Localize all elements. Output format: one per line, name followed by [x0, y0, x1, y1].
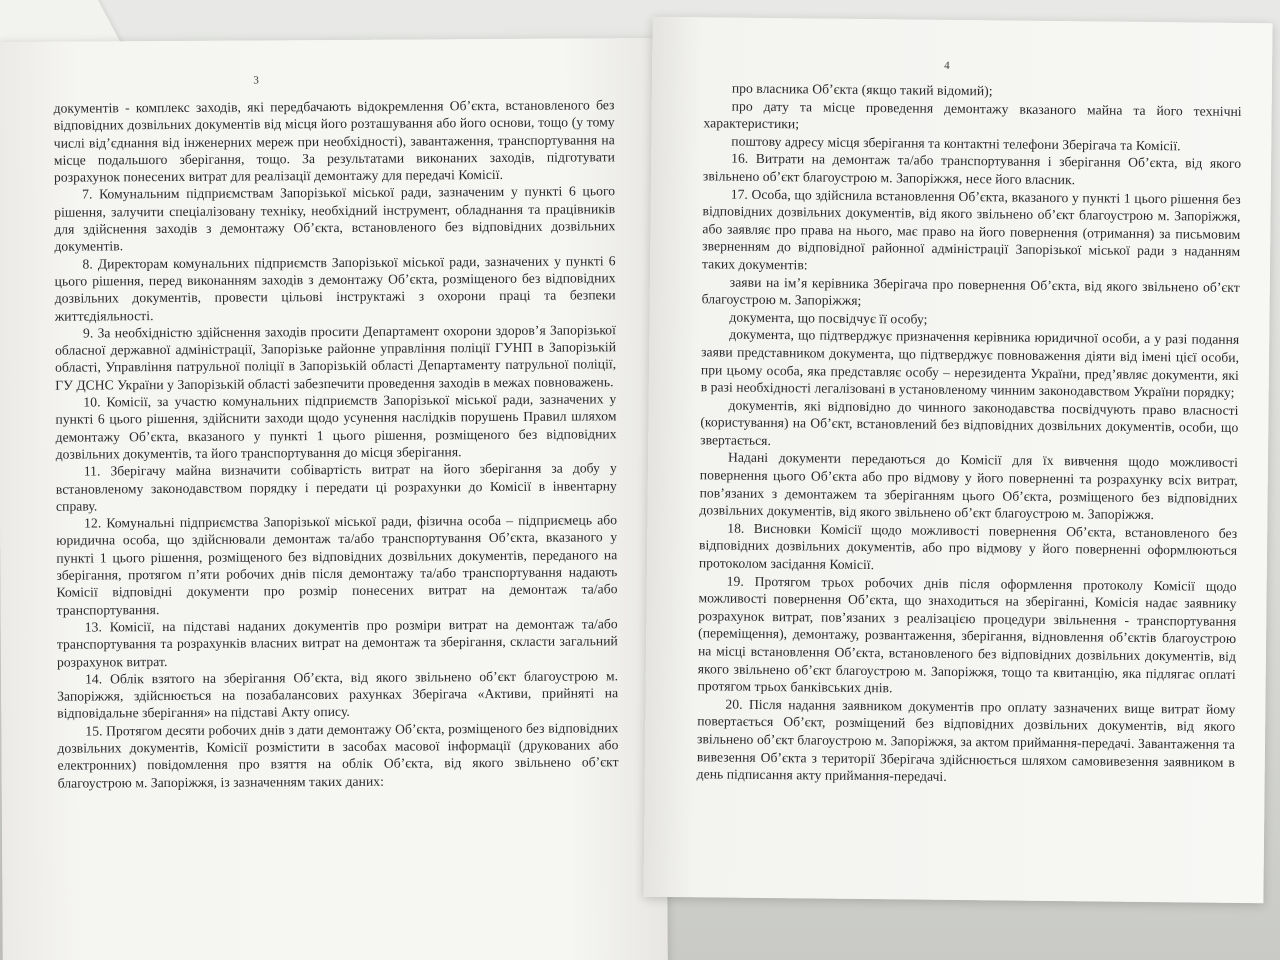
paragraph: 20. Після надання заявником документів про оплату зазначених вище витрат йому повертається Об’єкт, розміщений без відповідних дозвільних документів, від якого звільнено об’єкт благоустрою м. Запоріжжя, за актом приймання-передачі. Завантаження та вивезення Об’єкта з території Зберігача здійснюється шляхом самовивезення заявником в день підписання акту приймання-передачі. — [696, 696, 1236, 785]
paragraph: про дату та місце проведення демонтажу вказаного майна та його технічні характеристики; — [703, 98, 1242, 132]
paragraph: про власника Об’єкта (якщо такий відомий); — [731, 80, 993, 99]
paragraph: 7. Комунальним підприємствам Запорізької міської ради, зазначеним у пункті 6 цього рішення, залучити спеціалізовану техніку, необхідний інструмент, обладнання та працівників для здійснення заходів з демонтажу Об’єкта, встановленого без відповідних дозвільних документів. — [54, 183, 616, 255]
paragraph: 11. Зберігачу майна визначити собівартість витрат на його зберігання за добу у встановленому законодавством порядку і передати ці розрахунки до Комісії в інвентарну справу. — [55, 460, 617, 514]
paragraph: 19. Протягом трьох робочих днів після оформлення протоколу Комісії щодо можливості повернення Об’єкта, що знаходиться на зберіганні, Комісія надає заявнику розрахунок витрат, пов’язаних з реалізацією процедури звільнення - транспортування (переміщення), демонтажу, розвантаження, зберігання, відновлення об’єктів благоустрою на місці встановлення Об’єкта, встановленого без відповідних дозвільних документів, від якого звільнено об’єкт благоустрою м. Запоріжжя, тощо та квитанцію, яка підлягає оплаті протягом трьох банківських днів. — [697, 573, 1237, 696]
paragraph: заяви на ім’я керівника Зберігача про повернення Об’єкта, від якого звільнено об’єкт благоустрою м. Запоріжжя; — [701, 274, 1240, 309]
paragraph: 17. Особа, що здійснила встановлення Об’єкта, вказаного у пункті 1 цього рішення без відповідних дозвільних документів, від якого звільнено об’єкт благоустрою м. Запоріжжя, або заявляє про права на нього, має право на його повернення (отримання) за письмовим зверненням до відповідної районної адміністрації Запорізької міської ради з наданням таких документів: — [701, 186, 1241, 273]
paragraph: документів, які відповідно до чинного законодавства посвідчують право власності (користування) на Об’єкт, встановлений без відповідних дозвільних документів, особи, що звертається. — [700, 397, 1239, 448]
page-number: 4 — [944, 59, 950, 72]
paragraph: 9. За необхідністю здійснення заходів просити Департамент охорони здоров’я Запорізької обласної державної адміністрації, Запорізьке районне управління поліції ГУНП в Запорізькій області, Управління патрульної поліції в Запорізькій області Департаменту патрульної поліції, ГУ ДСНС України у Запорізькій області забезпечити проведення заходів в межах повноважень. — [55, 322, 617, 393]
paragraph: 16. Витрати на демонтаж та/або транспортування і зберігання Об’єкта, від якого звільнено об’єкт благоустрою м. Запоріжжя, несе його власник. — [702, 150, 1242, 188]
paragraph: 8. Директорам комунальних підприємств Запорізької міської ради, зазначених у пункті 6 цього рішення, перед виконанням заходів з демонтажу Об’єкта, розміщеного без відповідних дозвільних документів, провести цільові інструктажі з охорони праці та безпеки життєдіяльності. — [54, 252, 616, 324]
paragraph: документа, що посвідчує її особу; — [729, 309, 928, 327]
paragraph: 10. Комісії, за участю комунальних підприємств Запорізької міської ради, зазначених у пункті 6 цього рішення, здійснити заходи щодо усунення наслідків порушень Правил шляхом демонтажу Об’єкта, вказаного у пункті 1 цього рішення, розміщеного без відповідних дозвільних документів, та його транспортування до місця зберігання. — [55, 391, 617, 462]
paragraph: 14. Облік взятого на зберігання Об’єкта, від якого звільнено об’єкт благоустрою м. Запоріжжя, здійснюється на позабалансових рахунках Зберігача «Активи, прийняті на відповідальне зберігання» на підставі Акту опису. — [57, 668, 619, 722]
paragraph: 13. Комісії, на підставі наданих документів про розміри витрат на демонтаж та/або транспортування та розрахунків власних витрат на демонтаж та зберігання, скласти загальний розрахунок витрат. — [56, 616, 618, 670]
document-page-left — [0, 38, 668, 960]
page-number: 3 — [253, 74, 259, 87]
paragraph: 12. Комунальні підприємства Запорізької міської ради, фізична особа – підприємець або юридична особа, що здійснювали демонтаж та/або транспортування Об’єкта, вказаного у пункті 1 цього рішення, розміщеного без відповідних дозвільних документів, переданого на зберігання, протягом п’яти робочих днів після демонтажу та/або транспортування надають Комісії відповідні документи про розмір понесених витрат на демонтаж та/або транспортування. — [56, 512, 618, 618]
paragraph: документа, що підтверджує призначення керівника юридичної особи, а у разі подання заяви представником документа, що підтверджує повноваження діяти від імені цієї особи, при цьому особа, яка представляє особу – нерезидента України, пред’являє документи, які в разі необхідності легалізовані в установленому чинним законодавством України порядку; — [700, 326, 1240, 400]
paragraph: документів - комплекс заходів, які передбачають відокремлення Об’єкта, встановленого без відповідних дозвільних документів від місця його розташування або його основи, тощо (у тому числі від’єднання від інженерних мереж при необхідності), завантаження, транспортування на місце подальшого зберігання, тощо. За результатами виконаних заходів, підготувати розрахунок понесених витрат для реалізації демонтажу для передачі Комісії. — [53, 97, 615, 185]
paragraph: поштову адресу місця зберігання та контактні телефони Зберігача та Комісії. — [731, 133, 1181, 154]
paragraph: 15. Протягом десяти робочих днів з дати демонтажу Об’єкта, розміщеного без відповідних дозвільних документів, Комісії розмістити в засобах масової інформації (друкованих або електронних) повідомлення про взяття на облік Об’єкта, від якого звільнено об’єкт благоустрою м. Запоріжжя, із зазначенням таких даних: — [57, 719, 619, 791]
paragraph: 18. Висновки Комісії щодо можливості повернення Об’єкта, встановленого без відповідних дозвільних документів, або про відмову у його поверненні оформлюються протоколом засідання Комісії. — [698, 520, 1238, 573]
document-page-right — [643, 17, 1272, 903]
paragraph: Надані документи передаються до Комісії для їх вивчення щодо можливості повернення цього Об’єкта або про відмову у його поверненні та розрахунку всіх витрат, пов’язаних з демонтажем та зберіганням цього Об’єкта, розміщеного без відповідних дозвільних документів, від якого звільнено об’єкт благоустрою м. Запоріжжя. — [699, 450, 1239, 523]
